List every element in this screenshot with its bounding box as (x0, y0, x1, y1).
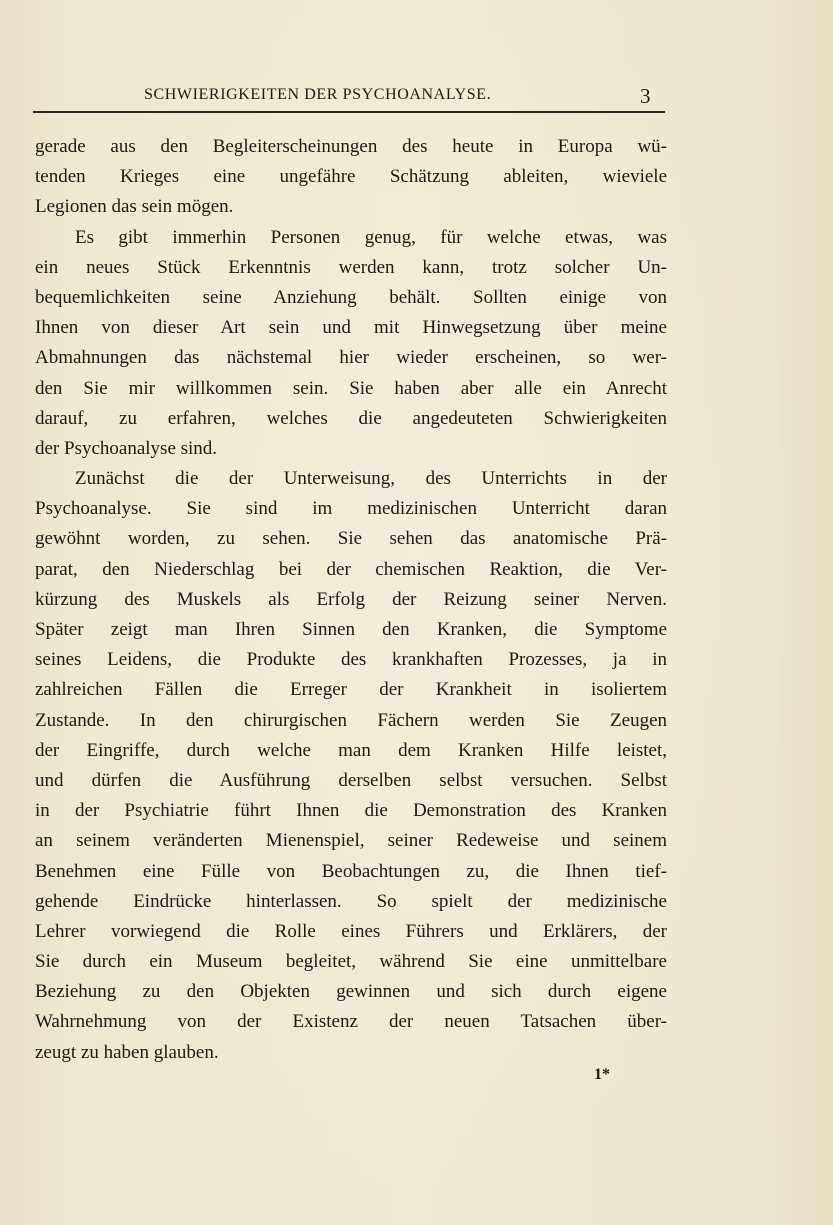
running-head (33, 86, 663, 110)
text-line: Ihnen von dieser Art sein und mit Hinwegsetzung über meine (35, 317, 667, 339)
header-rule (33, 111, 665, 113)
text-line: zeugt zu haben glauben. (35, 1041, 219, 1063)
text-line: Sie durch ein Museum begleitet, während Sie eine unmittelbare (35, 951, 667, 973)
text-line: gewöhnt worden, zu sehen. Sie sehen das anatomische Prä- (35, 528, 667, 550)
text-line: Legionen das sein mögen. (35, 196, 234, 218)
text-line: Benehmen eine Fülle von Beobachtungen zu, die Ihnen tief- (35, 860, 667, 882)
text-line: an seinem veränderten Mienenspiel, seiner Redeweise und seinem (35, 830, 667, 852)
text-line: darauf, zu erfahren, welches die angedeuteten Schwierigkeiten (35, 407, 667, 429)
text-line: Psychoanalyse. Sie sind im medizinischen Unterricht daran (35, 498, 667, 520)
text-line: Beziehung zu den Objekten gewinnen und sich durch eigene (35, 981, 667, 1003)
text-line: Abmahnungen das nächstemal hier wieder erscheinen, so wer- (35, 347, 667, 369)
signature-mark: 1* (594, 1066, 610, 1083)
text-line: kürzung des Muskels als Erfolg der Reizung seiner Nerven. (35, 588, 667, 610)
text-line: parat, den Niederschlag bei der chemischen Reaktion, die Ver- (35, 558, 667, 580)
text-line: gerade aus den Begleiterscheinungen des heute in Europa wü- (35, 136, 667, 157)
text-line: den Sie mir willkommen sein. Sie haben aber alle ein Anrecht (35, 377, 667, 399)
text-line: Zunächst die der Unterweisung, des Unterrichts in der (75, 468, 667, 490)
text-line: tenden Krieges eine ungefähre Schätzung ableiten, wieviele (35, 166, 667, 188)
text-line: und dürfen die Ausführung derselben selbst versuchen. Selbst (35, 769, 667, 791)
text-line: der Psychoanalyse sind. (35, 437, 218, 459)
text-line: Es gibt immerhin Personen genug, für welche etwas, was (75, 226, 667, 248)
text-line: Wahrnehmung von der Existenz der neuen Tatsachen über- (35, 1011, 667, 1033)
page-number: 3 (640, 84, 651, 108)
text-line: Später zeigt man Ihren Sinnen den Kranken, die Symptome (35, 619, 667, 640)
text-line: Lehrer vorwiegend die Rolle eines Führers und Erklärers, der (35, 920, 667, 942)
text-line: gehende Eindrücke hinterlassen. So spielt der medizinische (35, 890, 667, 912)
text-line: ein neues Stück Erkenntnis werden kann, trotz solcher Un- (35, 256, 667, 278)
text-line: Zustande. In den chirurgischen Fächern werden Sie Zeugen (35, 709, 667, 731)
text-line: bequemlichkeiten seine Anziehung behält. Sollten einige von (35, 286, 667, 308)
text-line: der Eingriffe, durch welche man dem Kranken Hilfe leistet, (35, 739, 667, 761)
body-text (35, 132, 667, 1068)
running-title: SCHWIERIGKEITEN DER PSYCHOANALYSE. (144, 86, 492, 103)
text-line: zahlreichen Fällen die Erreger der Krankheit in isoliertem (35, 679, 667, 701)
text-line: seines Leidens, die Produkte des krankhaften Prozesses, ja in (35, 649, 667, 671)
text-line: in der Psychiatrie führt Ihnen die Demonstration des Kranken (35, 800, 667, 822)
